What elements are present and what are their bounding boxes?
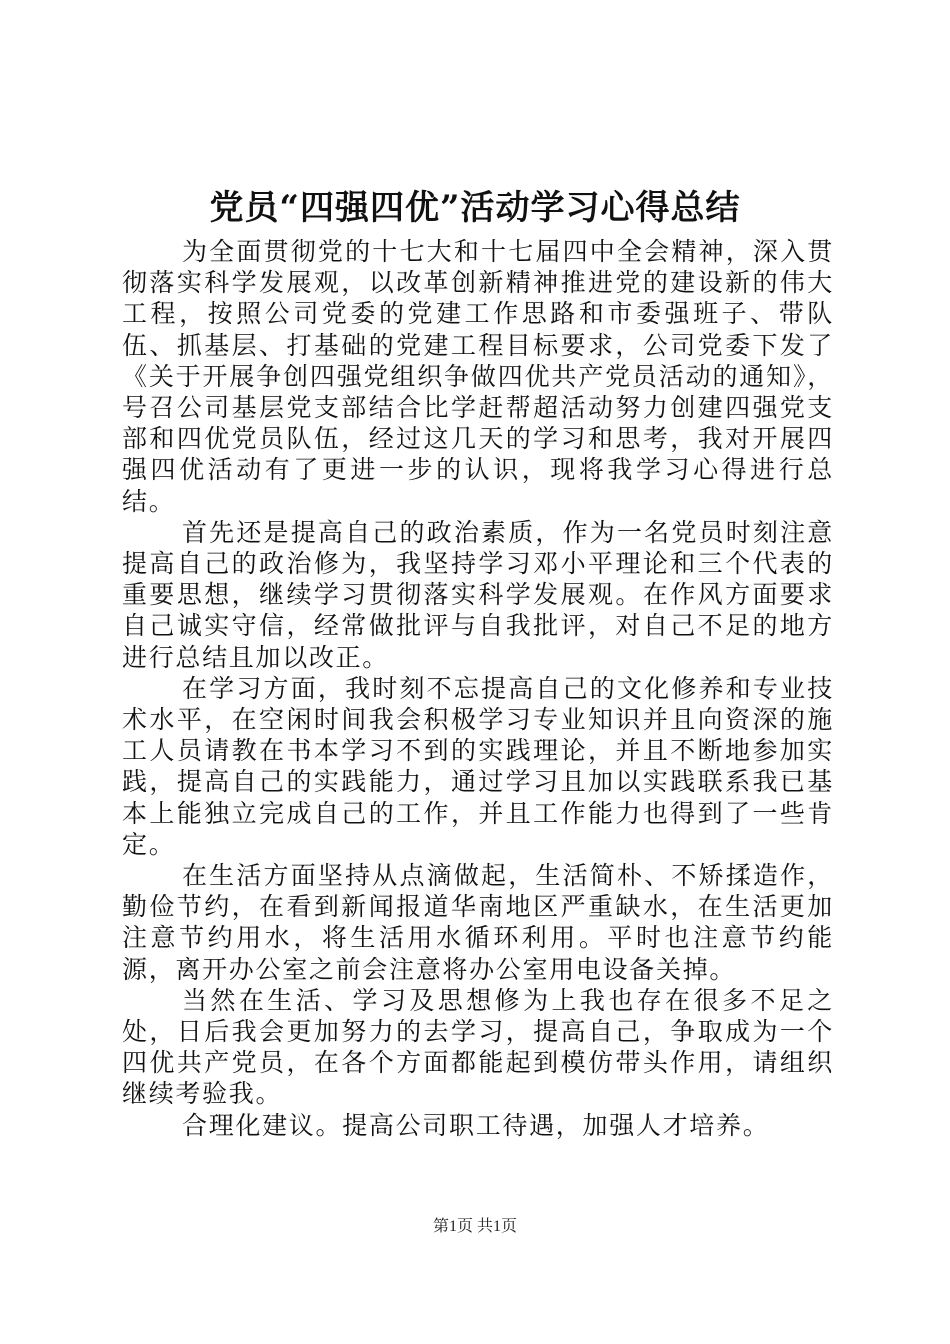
paragraph-1: 为全面贯彻党的十七大和十七届四中全会精神，深入贯彻落实科学发展观，以改革创新精神推进党的建设新的伟大工程，按照公司党委的党建工作思路和市委强班子、带队伍、抓基层、打基础的党建工程目标要求，公司党委下发了《关于开展争创四强党组织争做四优共产党员活动的通知》，号召公司基层党支部结合比学赶帮超活动努力创建四强党支部和四优党员队伍，经过这几天的学习和思考，我对开展四强四优活动有了更进一步的认识，现将我学习心得进行总结。 (122, 237, 834, 516)
paragraph-3: 在学习方面，我时刻不忘提高自己的文化修养和专业技术水平，在空闲时间我会积极学习专业知识并且向资深的施工人员请教在书本学习不到的实践理论，并且不断地参加实践，提高自己的实践能力，通过学习且加以实践联系我已基本上能独立完成自己的工作，并且工作能力也得到了一些肯定。 (122, 673, 834, 859)
paragraph-4: 在生活方面坚持从点滴做起，生活简朴、不矫揉造作，勤俭节约，在看到新闻报道华南地区严重缺水，在生活更加注意节约用水，将生活用水循环利用。平时也注意节约能源，离开办公室之前会注意将办公室用电设备关掉。 (122, 861, 834, 984)
paragraph-6: 合理化建议。提高公司职工待遇，加强人才培养。 (182, 1110, 770, 1140)
paragraph-5: 当然在生活、学习及思想修为上我也存在很多不足之处，日后我会更加努力的去学习，提高自己，争取成为一个四优共产党员，在各个方面都能起到模仿带头作用，请组织继续考验我。 (122, 985, 834, 1109)
paragraph-2: 首先还是提高自己的政治素质，作为一名党员时刻注意提高自己的政治修为，我坚持学习邓小平理论和三个代表的重要思想，继续学习贯彻落实科学发展观。在作风方面要求自己诚实守信，经常做批评与自我批评，对自己不足的地方进行总结且加以改正。 (122, 517, 834, 672)
document-body (122, 236, 834, 1141)
page-number-footer: 第1页 共1页 (432, 1218, 517, 1235)
document-title: 党员“四强四优”活动学习心得总结 (209, 188, 741, 228)
